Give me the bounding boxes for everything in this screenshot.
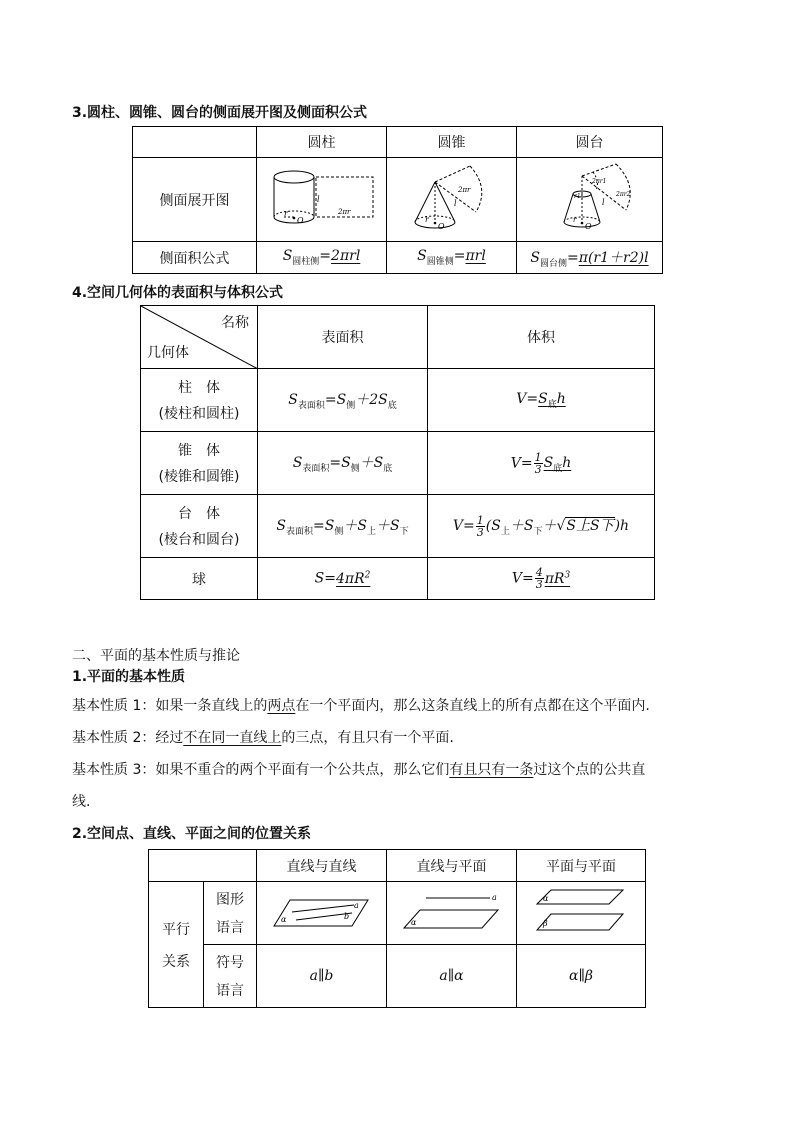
row-prism: 柱 体 (棱柱和圆柱) [141, 369, 258, 432]
fig-b-1: b [343, 912, 349, 921]
header-frustum: 圆台 [517, 127, 663, 158]
parallel-relation-label: 平行 关系 [149, 882, 204, 1008]
formula-cone-lateral: $S_{圆锥侧}=\pi rl$ [417, 248, 486, 267]
frustum-development-icon [520, 160, 660, 236]
area-volume-table [140, 305, 655, 600]
section-3-title: 3.圆柱、圆锥、圆台的侧面展开图及侧面积公式 [72, 105, 368, 121]
header-cone: 圆锥 [387, 127, 517, 158]
fig-a-2: a [491, 893, 497, 902]
property-1: 基本性质 1：如果一条直线上的两点在一个平面内，那么这条直线上的所有点都在这个平面内. [72, 698, 650, 714]
parallel-planes-icon [531, 886, 631, 936]
fig-label-o-frustum: O [584, 221, 592, 231]
row-sphere: 球 [141, 558, 258, 600]
fig-label-r-frustum: r [572, 215, 576, 224]
header-surface-area: 表面积 [258, 306, 428, 369]
symbol-plane-plane: α∥β [568, 968, 593, 984]
graphic-language-label: 图形 语言 [204, 882, 257, 945]
formula-sphere-volume: V= $\frac{4}{3}$ $\pi R^3$ [511, 566, 571, 591]
header-line-line: 直线与直线 [257, 850, 387, 882]
relation-header-empty [149, 850, 257, 882]
fig-alpha-1: α [280, 915, 286, 924]
lateral-area-table [132, 126, 663, 274]
fig-label-l-frustum: l [601, 197, 605, 207]
formula-sphere-area: $S=4\pi R^2$ [314, 570, 371, 587]
line-plane-figure [387, 882, 517, 945]
header-cylinder: 圆柱 [257, 127, 387, 158]
part-2-title: 二、平面的基本性质与推论 [72, 648, 240, 664]
fig-a-1: a [353, 901, 359, 910]
line-line-figure [257, 882, 387, 945]
property-3: 基本性质 3：如果不重合的两个平面有一个公共点，那么它们有且只有一条过这个点的公共直 [72, 762, 646, 778]
cylinder-figure [257, 158, 387, 242]
position-relation-table [148, 849, 646, 1008]
formula-frustum-lateral: $S_{圆台侧}=\pi(r1+r2)l$ [530, 249, 649, 269]
fig-label-2pir-cone: 2πr [457, 185, 470, 194]
subsection-2-title: 2.空间点、直线、平面之间的位置关系 [72, 826, 312, 842]
header-empty [133, 127, 257, 158]
formula-prism-volume: $V=S_底h$ [516, 390, 566, 410]
corner-label-solid: 几何体 [147, 345, 189, 361]
fig-label-r1: r1 [573, 192, 581, 200]
cone-figure [387, 158, 517, 242]
formula-frustum-area: $S_{表面积}=S_侧+S_上+S_下$ [276, 518, 409, 537]
fig-label-2pir1: 2πr1 [591, 177, 606, 185]
fig-label-o: O [296, 215, 304, 225]
formula-cylinder-lateral: $S_{圆柱侧}=2\pi rl$ [282, 248, 361, 267]
formula-cone-volume: V= $\frac{1}{3}$ $S_底h$ [510, 450, 572, 476]
line-parallel-plane-icon [402, 886, 502, 936]
parallel-lines-in-plane-icon [272, 886, 372, 936]
subsection-1-title: 1.平面的基本性质 [72, 669, 186, 685]
header-volume: 体积 [428, 306, 655, 369]
cone-development-icon [390, 160, 514, 236]
fig-label-r: r [283, 208, 288, 218]
fig-label-o-cone: O [437, 221, 445, 231]
cylinder-development-icon [260, 160, 384, 236]
formula-prism-area: $S_{表面积}=S_侧+2S_底$ [288, 392, 397, 411]
fig-label-r-cone: r [424, 214, 429, 224]
row-cone: 锥 体 (棱锥和圆锥) [141, 432, 258, 495]
header-line-plane: 直线与平面 [387, 850, 517, 882]
symbol-line-plane: a∥α [439, 968, 464, 984]
fig-alpha-2: α [410, 918, 416, 927]
row-frustum: 台 体 (棱台和圆台) [141, 495, 258, 558]
fig-label-2pir2: 2πr2 [615, 190, 630, 198]
fig-alpha-3: α [543, 894, 549, 903]
frustum-figure [517, 158, 663, 242]
corner-label-name: 名称 [221, 315, 249, 331]
formula-frustum-volume: V= $\frac{1}{3}$ ($S_上+S_下+√S$上S下)h [452, 513, 630, 539]
plane-plane-figure [517, 882, 646, 945]
fig-beta-3: β [543, 919, 548, 928]
symbol-language-label: 符号 语言 [204, 945, 257, 1008]
property-3-continued: 线. [72, 794, 91, 810]
row-label-development: 侧面展开图 [133, 158, 257, 242]
header-plane-plane: 平面与平面 [517, 850, 646, 882]
formula-cone-area: $S_{表面积}=S_侧+S_底$ [292, 455, 393, 474]
section-4-title: 4.空间几何体的表面积与体积公式 [72, 285, 284, 301]
fig-label-l: l [316, 194, 320, 204]
row-label-lateral-formula: 侧面积公式 [133, 242, 257, 274]
corner-header [141, 306, 258, 369]
property-2: 基本性质 2：经过不在同一直线上的三点，有且只有一个平面. [72, 730, 454, 746]
fig-label-l-cone: l [453, 198, 457, 208]
symbol-line-line: a∥b [309, 968, 334, 984]
fig-label-2pir: 2πr [337, 207, 350, 216]
